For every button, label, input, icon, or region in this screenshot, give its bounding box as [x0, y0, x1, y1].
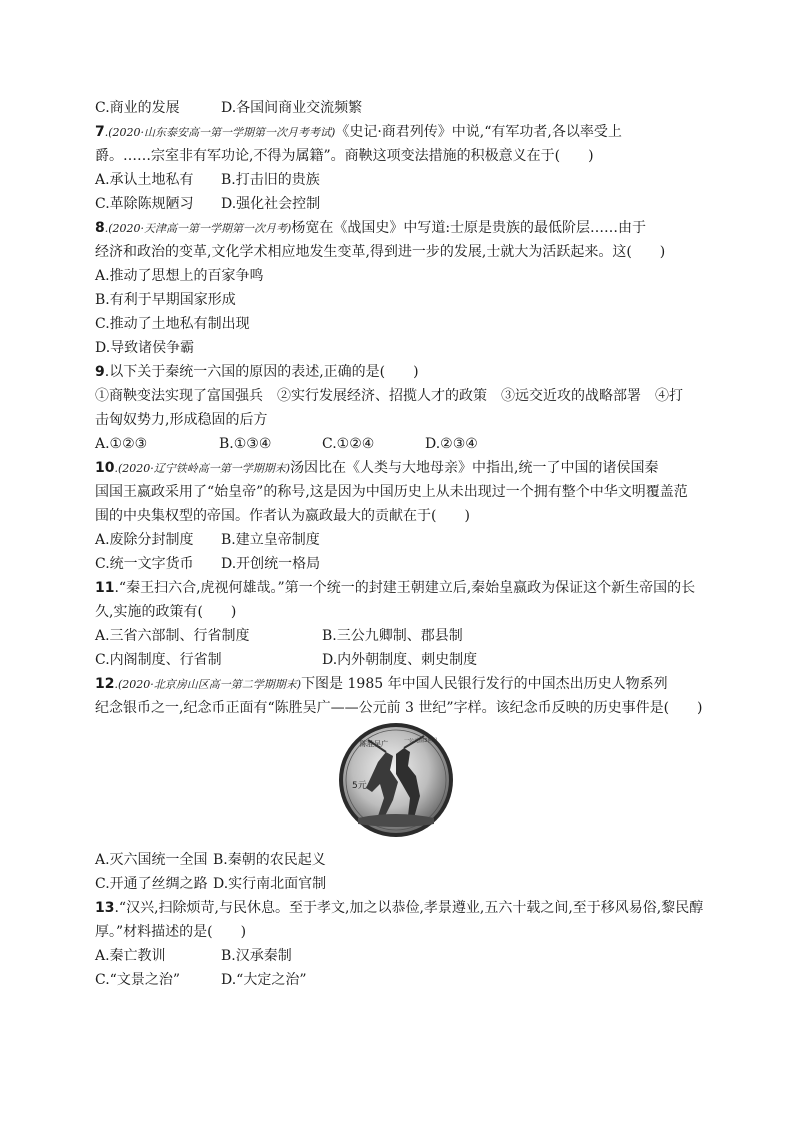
q12-options-cd [95, 872, 705, 896]
q9-option-d[interactable]: D.②③④ [425, 436, 478, 452]
q13-number: 13 [95, 900, 115, 916]
q7-options-ab [95, 168, 705, 192]
q12-stem-line2: 纪念银币之一,纪念币正面有“陈胜吴广——公元前 3 世纪”字样。该纪念币反映的历史事件是( ) [95, 700, 703, 716]
q7-option-d[interactable]: D.强化社会控制 [221, 196, 321, 212]
q10-text: 汤因比在《人类与大地母亲》中指出,统一了中国的诸侯国秦 [290, 460, 659, 476]
q10-option-b[interactable]: B.建立皇帝制度 [221, 532, 320, 548]
q10-stem-line1 [95, 456, 705, 480]
q7-option-c[interactable]: C.革除陈规陋习 [95, 196, 194, 212]
coin-inscription-left: 陈胜吴广 [360, 740, 388, 748]
q8-option-a[interactable]: A.推动了思想上的百家争鸣 [95, 268, 264, 284]
q7-stem-line2: 爵。……宗室非有军功论,不得为属籍”。商鞅这项变法措施的积极意义在于( ) [95, 148, 594, 164]
q9-stem-line3: 击匈奴势力,形成稳固的后方 [95, 412, 268, 428]
q8-option-b[interactable]: B.有利于早期国家形成 [95, 292, 236, 308]
q8-option-d[interactable]: D.导致诸侯争霸 [95, 340, 195, 356]
q13-option-c[interactable]: C.“文景之治” [95, 972, 180, 988]
coin-denomination: 5元 [352, 781, 367, 791]
q10-stem-line3: 围的中央集权型的帝国。作者认为嬴政最大的贡献在于( ) [95, 508, 470, 524]
q13-text: .“汉兴,扫除烦苛,与民休息。至于孝文,加之以恭俭,孝景遵业,五六十载之间,至于移风易俗,黎民醇 [114, 900, 704, 916]
q10-option-a[interactable]: A.废除分封制度 [95, 532, 194, 548]
q9-options [95, 432, 705, 456]
q9-option-c[interactable]: C.①②④ [322, 436, 375, 452]
q6-option-c[interactable]: C.商业的发展 [95, 100, 180, 116]
q13-option-b[interactable]: B.汉承秦制 [221, 948, 292, 964]
coin-figure [95, 722, 705, 840]
q9-text: .以下关于秦统一六国的原因的表述,正确的是( ) [104, 364, 419, 380]
q12-source: .(2020·北京房山区高一第二学期期末) [114, 678, 302, 691]
q12-options-ab [95, 848, 705, 872]
q10-stem-line2: 国国王嬴政采用了“始皇帝”的称号,这是因为中国历史上从未出现过一个拥有整个中华文明覆盖范 [95, 484, 688, 500]
q13-stem-line1 [95, 896, 705, 920]
q8-stem-line2: 经济和政治的变革,文化学术相应地发生变革,得到进一步的发展,士就大为活跃起来。这( ) [95, 244, 666, 260]
q12-option-d[interactable]: D.实行南北面官制 [213, 876, 327, 892]
q12-option-b[interactable]: B.秦朝的农民起义 [213, 852, 326, 868]
q11-options-ab [95, 624, 705, 648]
q11-option-b[interactable]: B.三公九卿制、郡县制 [322, 628, 463, 644]
q13-option-d[interactable]: D.“大定之治” [221, 972, 307, 988]
q12-text: 下图是 1985 年中国人民银行发行的中国杰出历史人物系列 [301, 676, 668, 692]
q11-number: 11 [95, 580, 115, 596]
q8-number: 8 [95, 220, 105, 236]
q13-stem-line2: 厚。”材料描述的是( ) [95, 924, 247, 940]
q7-option-b[interactable]: B.打击旧的贵族 [221, 172, 320, 188]
commemorative-coin-image [338, 722, 454, 838]
q11-stem-line2: 久,实施的政策有( ) [95, 604, 237, 620]
q10-options-ab [95, 528, 705, 552]
q10-option-c[interactable]: C.统一文字货币 [95, 556, 194, 572]
q9-stem-line1 [95, 360, 705, 384]
q10-number: 10 [95, 460, 115, 476]
q12-number: 12 [95, 676, 115, 692]
q8-stem-line1 [95, 216, 705, 240]
q11-option-a[interactable]: A.三省六部制、行省制度 [95, 628, 250, 644]
q10-source: .(2020·辽宁铁岭高一第一学期期末) [114, 462, 291, 475]
q13-option-a[interactable]: A.秦亡教训 [95, 948, 166, 964]
q7-stem-line1 [95, 120, 705, 144]
q10-options-cd [95, 552, 705, 576]
q9-stem-line2: ①商鞅变法实现了富国强兵 ②实行发展经济、招揽人才的政策 ③远交近攻的战略部署 ④打 [95, 388, 683, 404]
q7-options-cd [95, 192, 705, 216]
q6-options [95, 96, 705, 120]
q9-option-a[interactable]: A.①②③ [95, 436, 148, 452]
q7-source: .(2020·山东泰安高一第一学期第一次月考考试) [104, 126, 336, 139]
q11-text: .“秦王扫六合,虎视何雄哉。”第一个统一的封建王朝建立后,秦始皇嬴政为保证这个新生帝国的长 [114, 580, 696, 596]
q11-stem-line1 [95, 576, 705, 600]
q12-option-a[interactable]: A.灭六国统一全国 [95, 852, 208, 868]
q13-options-ab [95, 944, 705, 968]
q13-options-cd [95, 968, 705, 992]
q12-stem-line1 [95, 672, 705, 696]
q11-options-cd [95, 648, 705, 672]
q7-number: 7 [95, 124, 105, 140]
q8-source: .(2020·天津高一第一学期第一次月考) [104, 222, 292, 235]
q9-option-b[interactable]: B.①③④ [219, 436, 272, 452]
q8-text: 杨宽在《战国史》中写道:士原是贵族的最低阶层……由于 [291, 220, 647, 236]
q12-option-c[interactable]: C.开通了丝绸之路 [95, 876, 208, 892]
exam-page [95, 96, 705, 992]
q11-option-d[interactable]: D.内外朝制度、刺史制度 [322, 652, 478, 668]
q6-option-d[interactable]: D.各国间商业交流频繁 [221, 100, 363, 116]
q7-option-a[interactable]: A.承认土地私有 [95, 172, 194, 188]
q10-option-d[interactable]: D.开创统一格局 [221, 556, 321, 572]
q9-number: 9 [95, 364, 105, 380]
q8-option-c[interactable]: C.推动了土地私有制出现 [95, 316, 250, 332]
q11-option-c[interactable]: C.内阁制度、行省制 [95, 652, 222, 668]
q7-text: 《史记·商君列传》中说,“有军功者,各以率受上 [335, 124, 622, 140]
coin-inscription-right: 一公元前3世纪 [404, 738, 438, 744]
